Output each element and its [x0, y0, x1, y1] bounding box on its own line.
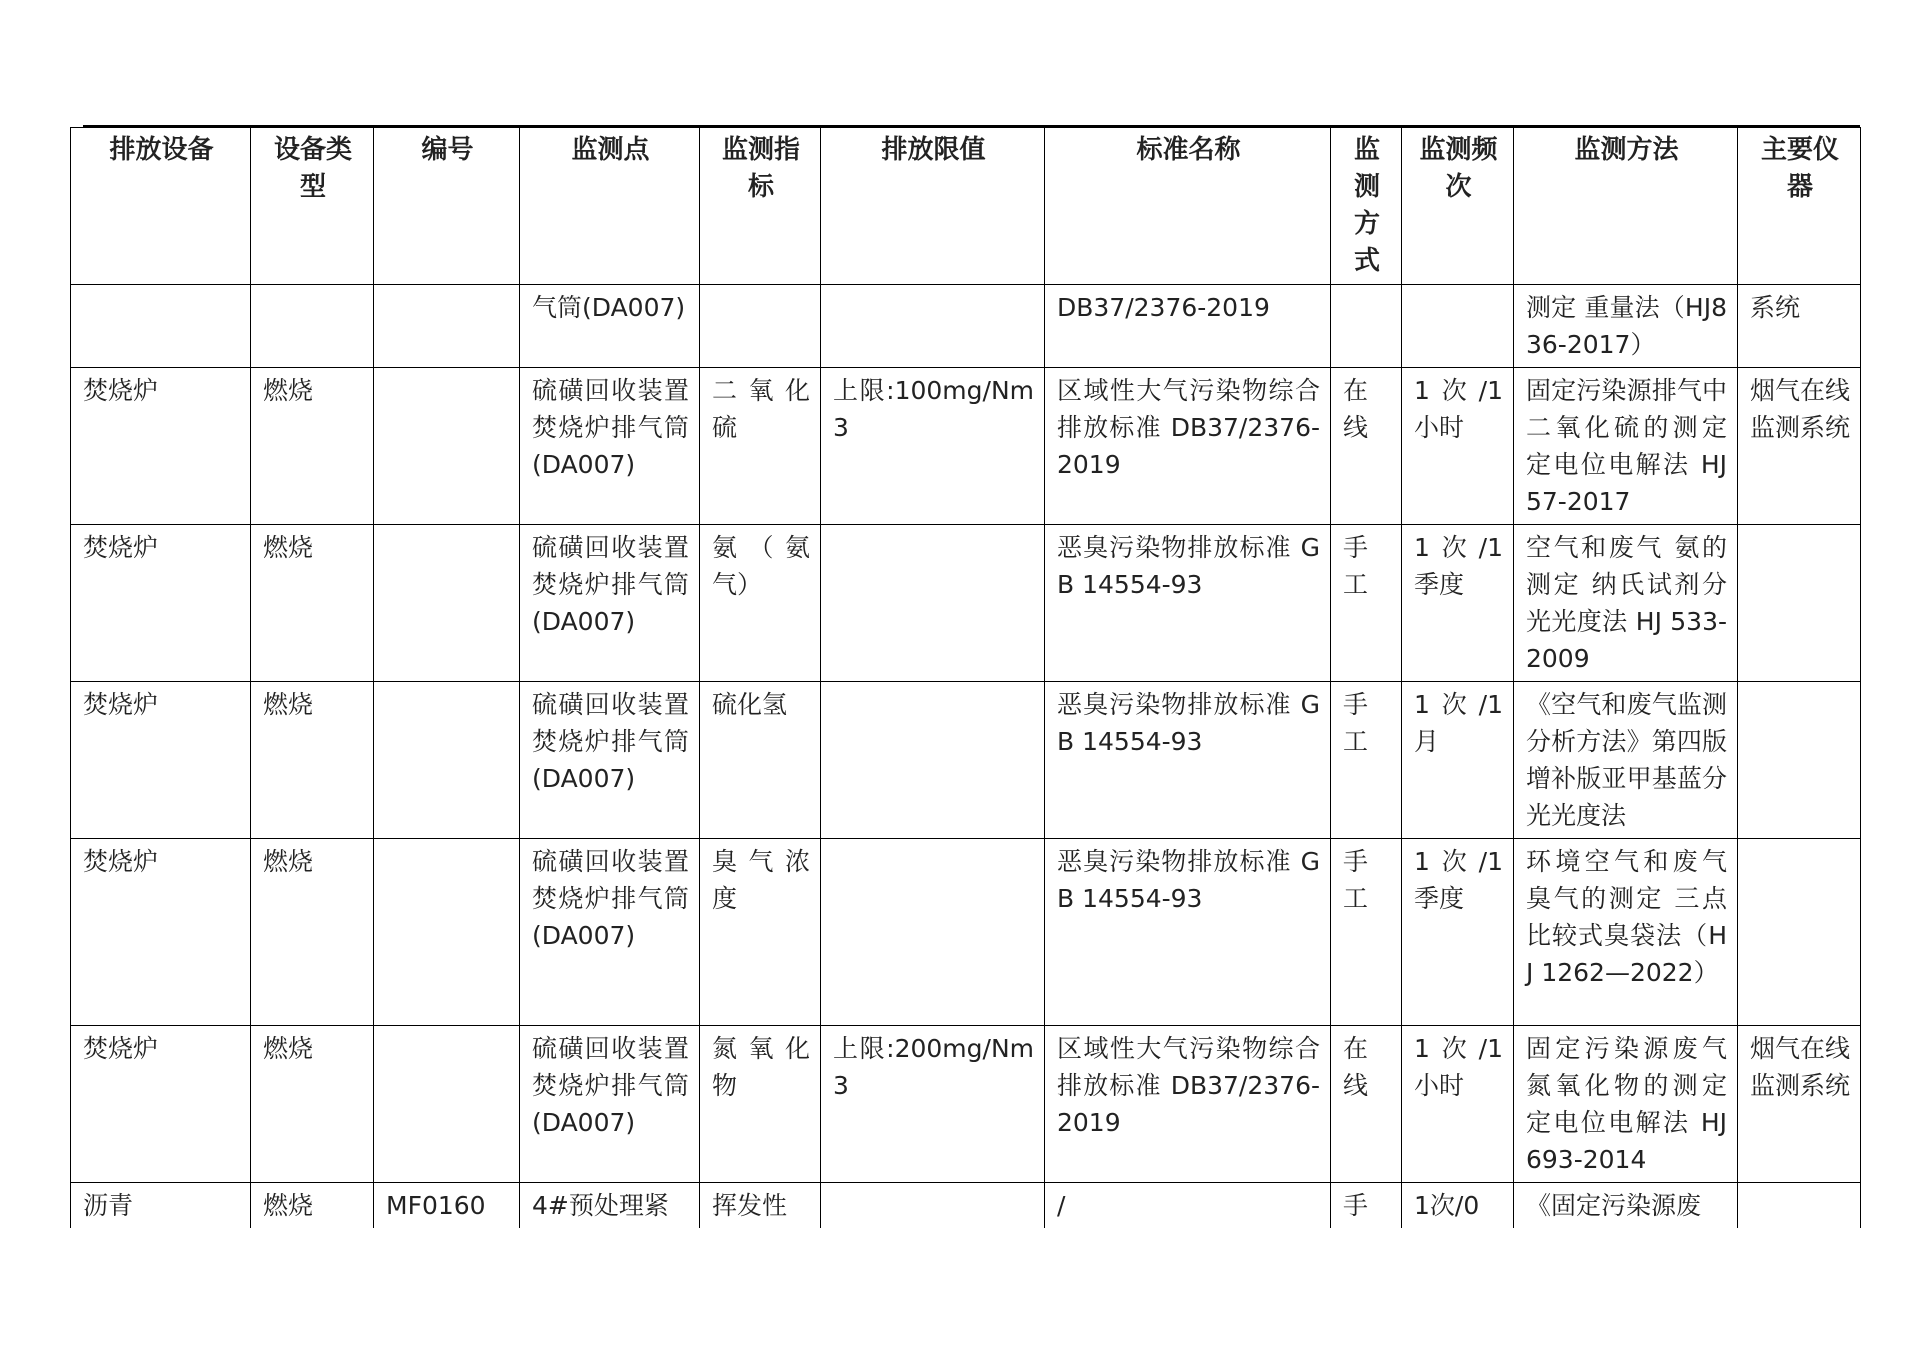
table-row [71, 285, 1861, 368]
cell-monitoring-mode: 手工 [1331, 682, 1402, 839]
cell-instrument: 烟气在线监测系统 [1738, 1026, 1861, 1183]
cell-monitoring-mode: 在线 [1331, 368, 1402, 525]
cell-monitoring-point: 气筒(DA007) [520, 285, 700, 368]
cell-method: 《固定污染源废 [1514, 1183, 1738, 1229]
cell-equipment: 焚烧炉 [71, 1026, 251, 1183]
cell-method: 《空气和废气监测分析方法》第四版增补版亚甲基蓝分光光度法 [1514, 682, 1738, 839]
cell-frequency: 1次/1小时 [1402, 368, 1514, 525]
cell-monitoring-mode: 手工 [1331, 839, 1402, 1026]
cell-frequency: 1次/1季度 [1402, 839, 1514, 1026]
cell-code [374, 682, 520, 839]
cell-indicator: 臭气浓度 [700, 839, 821, 1026]
cell-indicator: 硫化氢 [700, 682, 821, 839]
cell-indicator: 挥发性 [700, 1183, 821, 1229]
table-row [71, 1183, 1861, 1229]
table-header-row [71, 128, 1861, 285]
cell-emission-limit [821, 839, 1045, 1026]
cell-equipment-type: 燃烧 [251, 1183, 374, 1229]
cell-instrument [1738, 525, 1861, 682]
cell-monitoring-point: 硫磺回收装置焚烧炉排气筒(DA007) [520, 368, 700, 525]
cell-emission-limit [821, 682, 1045, 839]
cell-monitoring-point: 硫磺回收装置焚烧炉排气筒(DA007) [520, 525, 700, 682]
cell-monitoring-point: 4#预处理紧 [520, 1183, 700, 1229]
cell-equipment: 焚烧炉 [71, 525, 251, 682]
cell-equipment-type: 燃烧 [251, 525, 374, 682]
cell-emission-limit: 上限:200mg/Nm3 [821, 1026, 1045, 1183]
cell-equipment-type: 燃烧 [251, 839, 374, 1026]
cell-monitoring-mode: 在线 [1331, 1026, 1402, 1183]
cell-monitoring-mode: 手 [1331, 1183, 1402, 1229]
cell-method: 固定污染源废气 氮氧化物的测定 定电位电解法 HJ 693-2014 [1514, 1026, 1738, 1183]
cell-emission-limit [821, 1183, 1045, 1229]
cell-emission-limit [821, 525, 1045, 682]
cell-method: 固定污染源排气中二氧化硫的测定 定电位电解法 HJ 57-2017 [1514, 368, 1738, 525]
cell-method: 环境空气和废气 臭气的测定 三点比较式臭袋法（HJ 1262—2022） [1514, 839, 1738, 1026]
cell-code [374, 839, 520, 1026]
cell-instrument [1738, 839, 1861, 1026]
cell-equipment: 沥青 [71, 1183, 251, 1229]
cell-emission-limit: 上限:100mg/Nm3 [821, 368, 1045, 525]
header-cell: 设备类型 [251, 128, 374, 285]
header-cell: 排放设备 [71, 128, 251, 285]
cell-equipment: 焚烧炉 [71, 368, 251, 525]
cell-indicator: 氨（氨气） [700, 525, 821, 682]
cell-monitoring-mode [1331, 285, 1402, 368]
header-cell: 编号 [374, 128, 520, 285]
cell-standard-name: / [1045, 1183, 1331, 1229]
cell-instrument: 烟气在线监测系统 [1738, 368, 1861, 525]
header-cell: 监测方法 [1514, 128, 1738, 285]
header-cell: 监测指标 [700, 128, 821, 285]
cell-equipment: 焚烧炉 [71, 839, 251, 1026]
cell-indicator: 氮氧化物 [700, 1026, 821, 1183]
cell-frequency: 1次/1季度 [1402, 525, 1514, 682]
header-cell: 主要仪器 [1738, 128, 1861, 285]
cell-emission-limit [821, 285, 1045, 368]
cell-indicator [700, 285, 821, 368]
cell-equipment-type: 燃烧 [251, 368, 374, 525]
cell-equipment-type: 燃烧 [251, 682, 374, 839]
cell-instrument: 系统 [1738, 285, 1861, 368]
cell-code: MF0160 [374, 1183, 520, 1229]
cell-frequency: 1次/1小时 [1402, 1026, 1514, 1183]
cell-standard-name: 区域性大气污染物综合排放标准 DB37/2376-2019 [1045, 368, 1331, 525]
header-cell: 监测方式 [1331, 128, 1402, 285]
cell-standard-name: 区域性大气污染物综合排放标准 DB37/2376-2019 [1045, 1026, 1331, 1183]
table-row [71, 525, 1861, 682]
cell-code [374, 285, 520, 368]
header-cell: 排放限值 [821, 128, 1045, 285]
cell-code [374, 368, 520, 525]
cell-equipment-type: 燃烧 [251, 1026, 374, 1183]
cell-code [374, 525, 520, 682]
cell-instrument [1738, 1183, 1861, 1229]
header-cell: 标准名称 [1045, 128, 1331, 285]
cell-method: 测定 重量法（HJ836-2017） [1514, 285, 1738, 368]
cell-equipment [71, 285, 251, 368]
table-row [71, 839, 1861, 1026]
cell-method: 空气和废气 氨的测定 纳氏试剂分光光度法 HJ 533-2009 [1514, 525, 1738, 682]
table-row [71, 682, 1861, 839]
cell-monitoring-mode: 手工 [1331, 525, 1402, 682]
cell-monitoring-point: 硫磺回收装置焚烧炉排气筒(DA007) [520, 1026, 700, 1183]
header-cell: 监测频次 [1402, 128, 1514, 285]
cell-standard-name: 恶臭污染物排放标准 GB 14554-93 [1045, 682, 1331, 839]
cell-equipment: 焚烧炉 [71, 682, 251, 839]
cell-code [374, 1026, 520, 1183]
cell-frequency: 1次/1月 [1402, 682, 1514, 839]
table-row [71, 1026, 1861, 1183]
cell-standard-name: 恶臭污染物排放标准 GB 14554-93 [1045, 525, 1331, 682]
cell-monitoring-point: 硫磺回收装置焚烧炉排气筒(DA007) [520, 682, 700, 839]
cell-standard-name: 恶臭污染物排放标准 GB 14554-93 [1045, 839, 1331, 1026]
cell-standard-name: DB37/2376-2019 [1045, 285, 1331, 368]
cell-instrument [1738, 682, 1861, 839]
cell-monitoring-point: 硫磺回收装置焚烧炉排气筒(DA007) [520, 839, 700, 1026]
monitoring-table [70, 127, 1861, 1228]
cell-equipment-type [251, 285, 374, 368]
cell-indicator: 二氧化硫 [700, 368, 821, 525]
header-cell: 监测点 [520, 128, 700, 285]
cell-frequency [1402, 285, 1514, 368]
table-row [71, 368, 1861, 525]
cell-frequency: 1次/0 [1402, 1183, 1514, 1229]
